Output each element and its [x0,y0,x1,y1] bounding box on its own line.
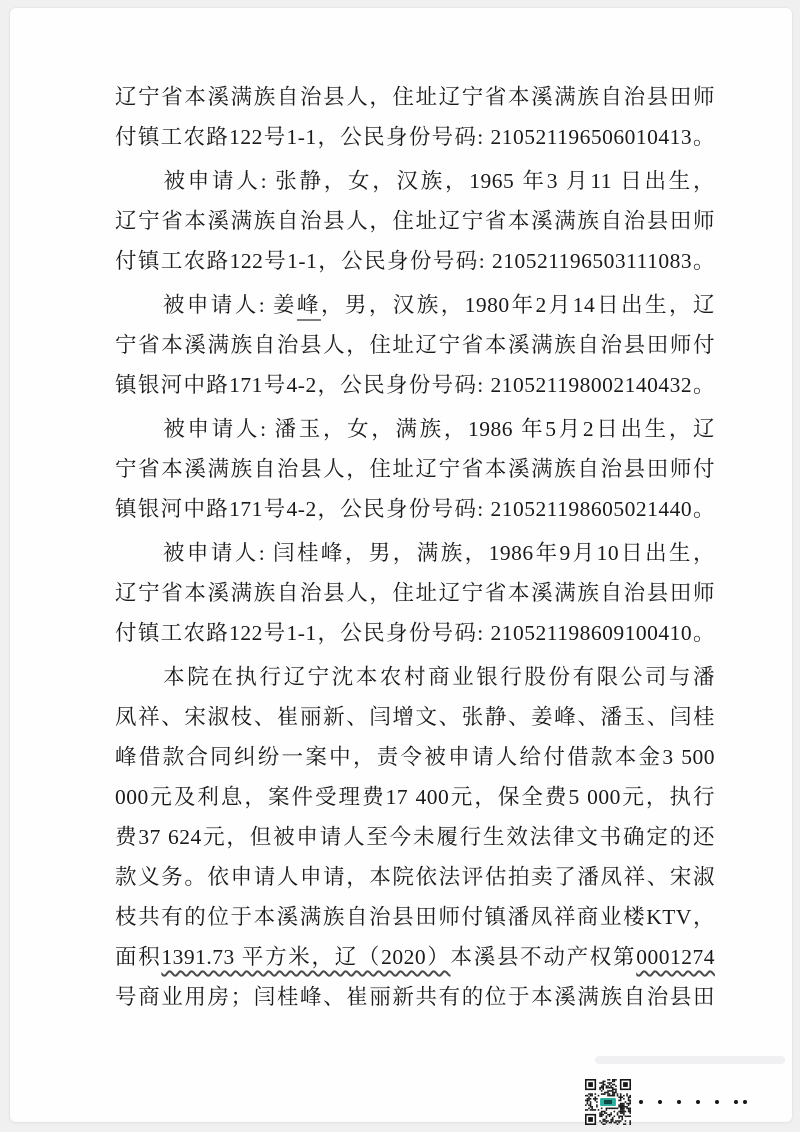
paragraph [115,409,715,529]
paragraph [115,77,715,157]
text-line [115,77,715,117]
dot-icon [639,1100,643,1104]
text-segment: 峰借款合同纠纷一案中，责令被申请人给付借款本金3 500 [115,745,715,769]
dot-icon [743,1100,747,1104]
text-line [115,777,715,817]
text-segment: 被申请人: 姜 [115,293,297,317]
dot-row [639,1100,747,1104]
text-segment: 付镇工农路122号1-1，公民身份号码: 210521196506010413。 [115,125,715,149]
qr-code-icon [585,1079,631,1125]
text-line [115,489,715,529]
text-segment: 枝共有的位于本溪满族自治县田师付镇潘凤祥商业楼KTV， [115,905,715,929]
text-line [115,613,715,653]
text-segment: ，男，汉族，1980年2月14日出生，辽 [320,293,715,317]
page-footer [585,1079,747,1125]
text-line [115,285,715,325]
paragraph [115,533,715,653]
paragraph [115,657,715,1017]
text-segment: 付镇工农路122号1-1，公民身份号码: 210521198609100410。 [115,621,715,645]
text-line [115,241,715,281]
text-line [115,817,715,857]
text-segment: 费37 624元，但被申请人至今未履行生效法律文书确定的还 [115,825,715,849]
text-segment: 000元及利息，案件受理费17 400元，保全费5 000元，执行 [115,785,715,809]
text-line [115,737,715,777]
dot-icon [715,1100,719,1104]
text-line [115,573,715,613]
text-line [115,161,715,201]
text-line [115,697,715,737]
text-segment: 被申请人: 张静，女，汉族，1965 年3 月11 日出生， [115,169,715,193]
text-line [115,977,715,1017]
text-line [115,937,715,977]
text-segment: 宁省本溪满族自治县人，住址辽宁省本溪满族自治县田师付 [115,457,715,481]
document-page [10,8,792,1122]
text-line [115,897,715,937]
text-segment: 号商业用房；闫桂峰、崔丽新共有的位于本溪满族自治县田 [115,985,715,1009]
text-segment: 辽宁省本溪满族自治县人，住址辽宁省本溪满族自治县田师 [115,581,715,605]
text-segment: 面积 [115,945,162,969]
text-segment: 款义务。依申请人申请，本院依法评估拍卖了潘凤祥、宋淑 [115,865,715,889]
text-segment: 辽宁省本溪满族自治县人，住址辽宁省本溪满族自治县田师 [115,85,715,109]
text-segment: 本溪县不动产权第 [450,945,637,969]
document-body [115,77,715,1017]
text-line [115,325,715,365]
scan-artifact [595,1056,785,1064]
text-line [115,857,715,897]
text-line [115,117,715,157]
dot-icon [734,1100,738,1104]
qr-center-logo-inner [604,1100,612,1104]
text-line [115,657,715,697]
paragraph [115,285,715,405]
text-segment: 镇银河中路171号4-2，公民身份号码: 210521198002140432。 [115,373,715,397]
text-line [115,201,715,241]
text-segment: 镇银河中路171号4-2，公民身份号码: 210521198605021440。 [115,497,715,521]
text-segment: 本院在执行辽宁沈本农村商业银行股份有限公司与潘 [115,665,715,689]
text-segment: 辽宁省本溪满族自治县人，住址辽宁省本溪满族自治县田师 [115,209,715,233]
text-segment: 宁省本溪满族自治县人，住址辽宁省本溪满族自治县田师付 [115,333,715,357]
text-line [115,365,715,405]
handwritten-wavy-underline: 0001274 [636,945,715,969]
text-segment: 付镇工农路122号1-1，公民身份号码: 210521196503111083。 [115,249,715,273]
text-segment: 被申请人: 潘玉，女，满族，1986 年5月2日出生，辽 [115,417,715,441]
text-segment: 凤祥、宋淑枝、崔丽新、闫增文、张静、姜峰、潘玉、闫桂 [115,705,715,729]
handwritten-wavy-underline: 1391.73 平方米，辽（2020） [161,945,451,969]
paragraph [115,161,715,281]
dot-icon [677,1100,681,1104]
dot-icon [658,1100,662,1104]
text-line [115,449,715,489]
handwritten-mark: 峰 [296,293,321,317]
text-line [115,533,715,573]
dot-icon [696,1100,700,1104]
text-line [115,409,715,449]
text-segment: 被申请人: 闫桂峰，男，满族，1986年9月10日出生， [115,541,715,565]
